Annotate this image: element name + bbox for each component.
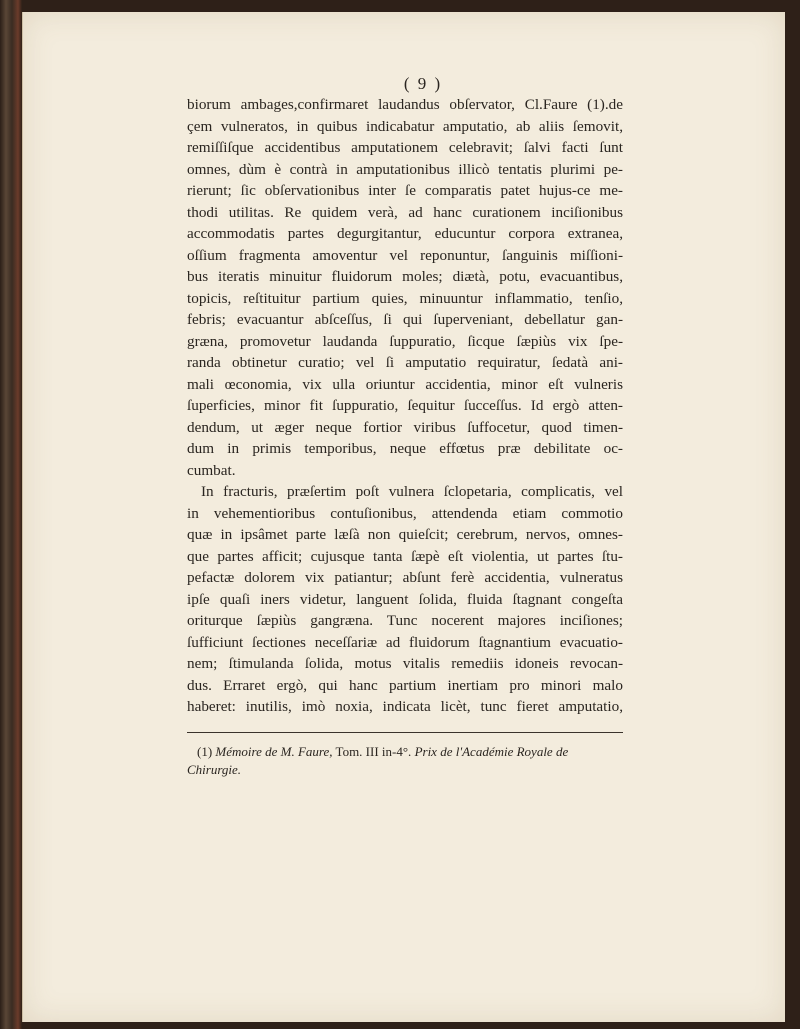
text-line: thodi utilitas. Re quidem verà, ad hanc curationem inciſionibus [187, 203, 623, 221]
text-line: oriturque ſæpiùs gangræna. Tunc nocerent majores inciſiones; [187, 612, 623, 629]
footnote [187, 743, 623, 779]
footnote-line [187, 743, 623, 761]
text-line: quæ in ipsâmet parte læſà non quieſcit; cerebrum, nervos, omnes- [187, 526, 623, 543]
text-line: mali œconomia, vix ulla oriuntur accidentia, minor eſt vulneris [187, 375, 623, 393]
footnote-prize-title: Prix de l'Académie Royale de [411, 744, 569, 759]
footnote-volume: Tom. III in-4°. [332, 744, 412, 759]
page-number: ( 9 ) [403, 74, 443, 93]
text-line: dus. Erraret ergò, qui hanc partium inertiam pro minori malo [187, 676, 623, 694]
text-line: nem; ſtimulanda ſolida, motus vitalis remediis idoneis revocan- [187, 655, 623, 672]
text-line: oſſium fragmenta amoventur vel reponuntur, ſanguinis miſſioni- [187, 246, 623, 264]
text-line: rierunt; ſic obſervationibus inter ſe comparatis patet hujus-ce me- [187, 182, 623, 199]
footnote-citation-title: Mémoire de M. Faure, [215, 744, 333, 759]
text-line: topicis, reſtituitur partium quies, minuuntur inflammatio, tenſio, [187, 289, 623, 307]
text-line: pefactæ dolorem vix patiantur; abſunt ferè accidentia, vulneratus [187, 569, 623, 586]
paragraph-start-line: In fracturis, præſertim poſt vulnera ſclopetaria, complicatis, vel [201, 483, 623, 500]
text-line: ſufficiunt ſectiones neceſſariæ ad fluidorum ſtagnantium evacuatio- [187, 633, 623, 651]
footnote-marker: (1) [197, 744, 213, 759]
body-text [187, 94, 623, 718]
text-line: dum in primis temporibus, neque effœtus præ debilitate oc- [187, 440, 623, 457]
footnote-line [187, 761, 623, 779]
paragraph-end-line: cumbat. [187, 461, 236, 479]
text-line: dendum, ut æger neque fortior viribus ſuffocetur, quod timen- [187, 418, 623, 436]
text-line: randa obtinetur curatio; vel ſi amputatio requiratur, ſedatà ani- [187, 354, 623, 371]
text-line: haberet: inutilis, imò noxia, indicata licèt, tunc fieret amputatio, [187, 698, 623, 715]
text-line: græna, promovetur laudanda ſuppuratio, ſicque ſæpiùs vix ſpe- [187, 332, 623, 350]
text-line: ſuperficies, minor fit ſuppuratio, ſequitur ſucceſſus. Id ergò atten- [187, 397, 623, 414]
text-line: accommodatis partes degurgitantur, educuntur corpora extranea, [187, 225, 623, 242]
text-line: remiſſiſque accidentibus amputationem celebravit; ſalvi facti ſunt [187, 139, 623, 156]
footnote-prize-title-end: Chirurgie. [187, 762, 242, 777]
text-line: ipſe quaſi iners videtur, languent ſolida, fluida ſtagnant congeſta [187, 590, 623, 608]
footnote-rule [187, 732, 623, 733]
text-line: febris; evacuantur abſceſſus, ſi qui ſuperveniant, debellatur gan- [187, 311, 623, 328]
text-line: bus iteratis minuitur fluidorum moles; diætà, potu, evacuantibus, [187, 268, 623, 285]
text-line: omnes, dùm è contrà in amputationibus illicò tentatis plurimi pe- [187, 160, 623, 178]
text-line: que partes afficit; cujusque tanta ſæpè eſt violentia, ut partes ſtu- [187, 547, 623, 565]
text-line: biorum ambages,confirmaret laudandus obſervator, Cl.Faure (1).de [187, 96, 623, 113]
text-line: in vehementioribus contuſionibus, attendenda etiam commotio [187, 504, 623, 522]
text-line: çem vulneratos, in quibus indicabatur amputatio, ab aliis ſemovit, [187, 117, 623, 135]
